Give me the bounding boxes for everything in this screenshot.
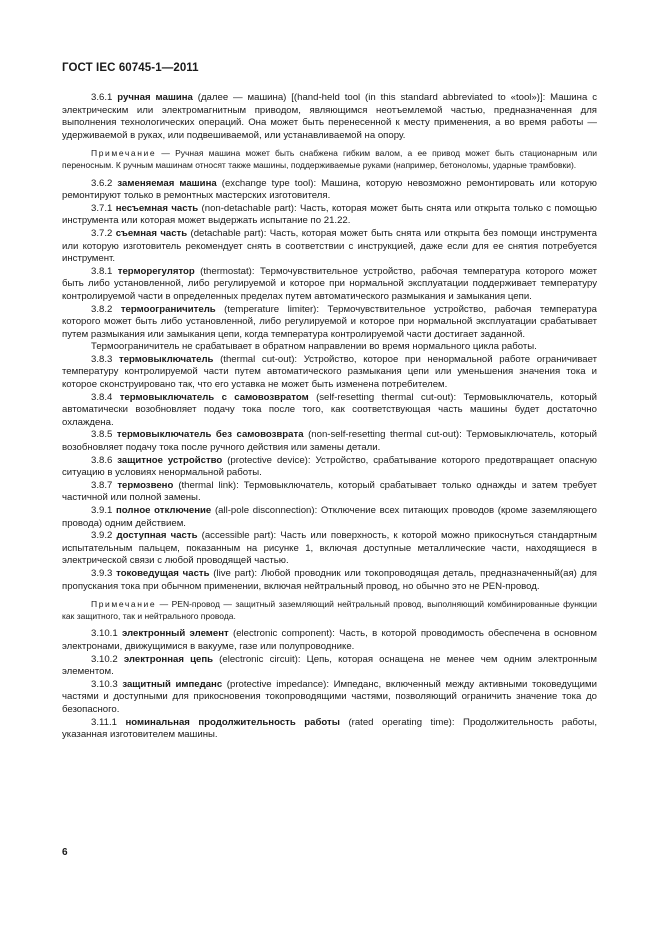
clause-3-10-2: 3.10.2 электронная цепь (electronic circuit): Цепь, которая оснащена не менее чем одним электронным элементом. bbox=[62, 653, 597, 678]
clause-3-8-7: 3.8.7 термозвено (thermal link): Термовыключатель, который срабатывает только однажды и затем требует частичной или полной замены. bbox=[62, 479, 597, 504]
clause-3-9-2: 3.9.2 доступная часть (accessible part): Часть или поверхность, к которой можно прикоснуться стандартным испытательным пальцем, показанным на рисунке 1, включая доступные металлические части, находящиеся в электрической связи с любой проводящей частью. bbox=[62, 530, 598, 567]
clause-3-6-2: 3.6.2 заменяемая машина (exchange type tool): Машина, которую невозможно ремонтировать или которую ремонтируют только в ремонтных мастерских изготовителя. bbox=[62, 177, 597, 202]
document-body bbox=[62, 92, 597, 742]
clause-3-9-3: 3.9.3 токоведущая часть (live part): Любой проводник или токопроводящая деталь, предназначенный(ая) для пропускания тока при обычном применении, включая нейтральный провод, но обычно это не PEN-провод. bbox=[62, 567, 598, 592]
clause-3-8-5: 3.8.5 термовыключатель без самовозврата (non-self-resetting thermal cut-out): Термовыключатель, который возобновляет подачу тока после ручного действия или замены детали. bbox=[62, 429, 597, 454]
term: съемная часть bbox=[115, 227, 188, 239]
note: Примечание — PEN-провод — защитный заземляющий нейтральный провод, выполняющий комбинированные функции как защитного, так и нейтрального провода. bbox=[62, 599, 597, 621]
term: термозвено bbox=[117, 479, 174, 491]
clause-3-8-3: 3.8.3 термовыключатель (thermal cut-out): Устройство, которое при ненормальной работе ограничивает температуру контролируемой части путем автоматического размыкания цепи или уменьшения значения тока и которое сконструировано так, что его уставка не может быть изменена потребителем. bbox=[62, 353, 597, 391]
clause-3-8-2-continuation: Термоограничитель не срабатывает в обратном направлении во время нормального цикла работы. bbox=[91, 341, 537, 353]
clause-3-8-4: 3.8.4 термовыключатель с самовозвратом (self-resetting thermal cut-out): Термовыключатель, который автоматически возобновляет подачу тока после того, как соответствующая часть машины будет достаточно охлаждена. bbox=[62, 391, 597, 428]
term: терморегулятор bbox=[117, 265, 195, 277]
term: ручная машина bbox=[117, 92, 193, 103]
clause-3-8-1: 3.8.1 терморегулятор (thermostat): Термочувствительное устройство, рабочая температура которого может быть либо установленной, либо регулируемой и которое при нормальной эксплуатации поддерживает температуру контролируемой части в определенных пределах путем автоматического размыкания и замыкания цепи. bbox=[62, 265, 597, 302]
term: термовыключатель с самовозвратом bbox=[119, 391, 309, 403]
term: номинальная продолжительность работы bbox=[125, 716, 340, 728]
page-number: 6 bbox=[62, 847, 68, 858]
term: доступная часть bbox=[116, 530, 198, 542]
term: заменяемая машина bbox=[117, 177, 217, 189]
term: несъемная часть bbox=[115, 202, 199, 214]
clause-3-10-3: 3.10.3 защитный импеданс (protective impedance): Импеданс, включенный между активными токоведущими частями и доступными для прикосновения токопроводящими частями, позволяющий ограничить значение тока до безопасного. bbox=[62, 678, 597, 715]
clause-3-11-1: 3.11.1 номинальная продолжительность работы (rated operating time): Продолжительность работы, указанная изготовителем машины. bbox=[62, 716, 597, 741]
term: электронный элемент bbox=[121, 628, 229, 640]
clause-3-7-1: 3.7.1 несъемная часть (non-detachable part): Часть, которая может быть снята или открыта только с помощью инструмента или которая может выдержать испытание по 21.22. bbox=[62, 202, 597, 227]
clause-3-8-2: 3.8.2 термоограничитель (temperature limiter): Термочувствительное устройство, рабочая температура которого может быть либо установленной, либо регулируемой и которое при нормальной эксплуатации срабатывает путем размыкания или замыкания цепи, когда температура контролируемой части достигает заданной. bbox=[62, 303, 597, 340]
clause-3-6-1: 3.6.1 ручная машина (далее — машина) [(hand-held tool (in this standard abbreviated to «tool»)]: Машина с электрическим или электромагнитным приводом, являющимся неотъемлемой частью, предназначенная для выполнения технологических операций. Она может быть перенесенной к месту применения, а во время работы — удерживаемой в руках, или подвешиваемой, или устанавливаемой на опору. bbox=[62, 92, 597, 141]
term: защитное устройство bbox=[117, 454, 223, 466]
term: защитный импеданс bbox=[122, 678, 223, 690]
term: токоведущая часть bbox=[116, 567, 210, 579]
term: термовыключатель bbox=[118, 353, 214, 365]
term: полное отключение bbox=[116, 505, 212, 516]
note: Примечание — Ручная машина может быть снабжена гибким валом, а ее привод может быть стационарным или переносным. К ручным машинам относят также машины, поддерживаемые руками (например, бетоноломы, ударные трамбовки). bbox=[62, 148, 597, 170]
term: термовыключатель без самовозврата bbox=[116, 429, 304, 441]
clause-3-7-2: 3.7.2 съемная часть (detachable part): Часть, которая может быть снята или открыта без помощи инструмента или которую изготовитель рекомендует снять в соответствии с инструкцией, даже если для ее снятия потребуется инструмент. bbox=[62, 227, 597, 265]
clause-3-10-1: 3.10.1 электронный элемент (electronic component): Часть, в которой проводимость обеспечена в основном электронами, движущимися в вакууме, газе или полупроводнике. bbox=[62, 628, 597, 652]
document-header: ГОСТ IEC 60745-1—2011 bbox=[62, 62, 199, 74]
term: электронная цепь bbox=[123, 653, 214, 665]
term: термоограничитель bbox=[120, 303, 216, 315]
clause-3-9-1: 3.9.1 полное отключение (all-pole disconnection): Отключение всех питающих проводов (кроме заземляющего провода) одним действием. bbox=[62, 505, 598, 529]
clause-3-8-6: 3.8.6 защитное устройство (protective device): Устройство, срабатывание которого предотвращает опасную ситуацию в условиях ненормальной работы. bbox=[62, 454, 597, 479]
